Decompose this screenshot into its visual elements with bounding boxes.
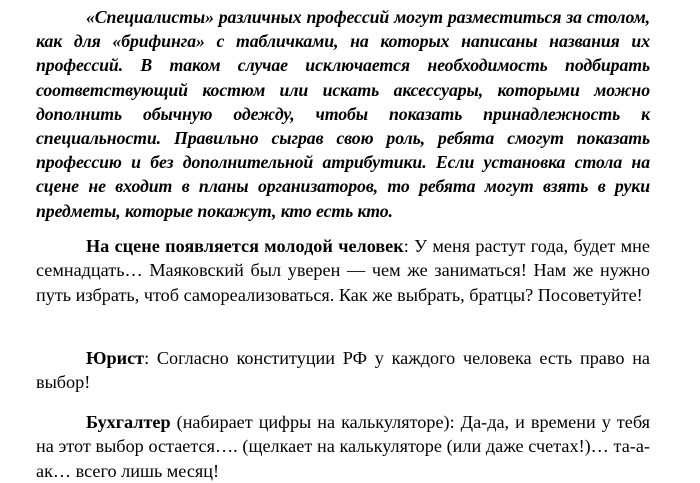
dialogue-text: : У меня растут года, будет мне семнадцать… Маяковский был уверен — чем же заниматься! Нам же нужно путь избрать, чтоб самореализоваться. Как же выбрать, братцы? Посоветуйте! (36, 236, 650, 305)
dialogue-paragraph-lawyer (36, 346, 650, 395)
intro-paragraph: «Специалисты» различных профессий могут разместиться за столом, как для «брифинга» с табличками, на которых написаны названия их профессий. В таком случае исключается необходимость подбирать соответствующий костюм или искать аксессуары, которыми можно дополнить обычную одежду, чтобы показать принадлежность к специальности. Правильно сыграв свою роль, ребята смогут показать профессию и без дополнительной атрибутики. Если установка стола на сцене не входит в планы организаторов, то ребята могут взять в руки предметы, которые покажут, кто есть кто. (36, 7, 650, 221)
dialogue-text: : Согласно конституции РФ у каждого человека есть право на выбор! (36, 348, 650, 393)
speaker-name: Юрист (86, 348, 145, 368)
dialogue-paragraph-accountant (36, 410, 650, 483)
speaker-name: Бухгалтер (86, 412, 171, 432)
speaker-name: На сцене появляется молодой человек (86, 236, 404, 256)
dialogue-paragraph-young-man (36, 234, 650, 307)
dialogue-text: (набирает цифры на калькуляторе): Да-да, и времени у тебя на этот выбор остается…. (щелкает на калькуляторе (или даже счетах!)… та-а-ак… всего лишь месяц! (36, 412, 650, 481)
